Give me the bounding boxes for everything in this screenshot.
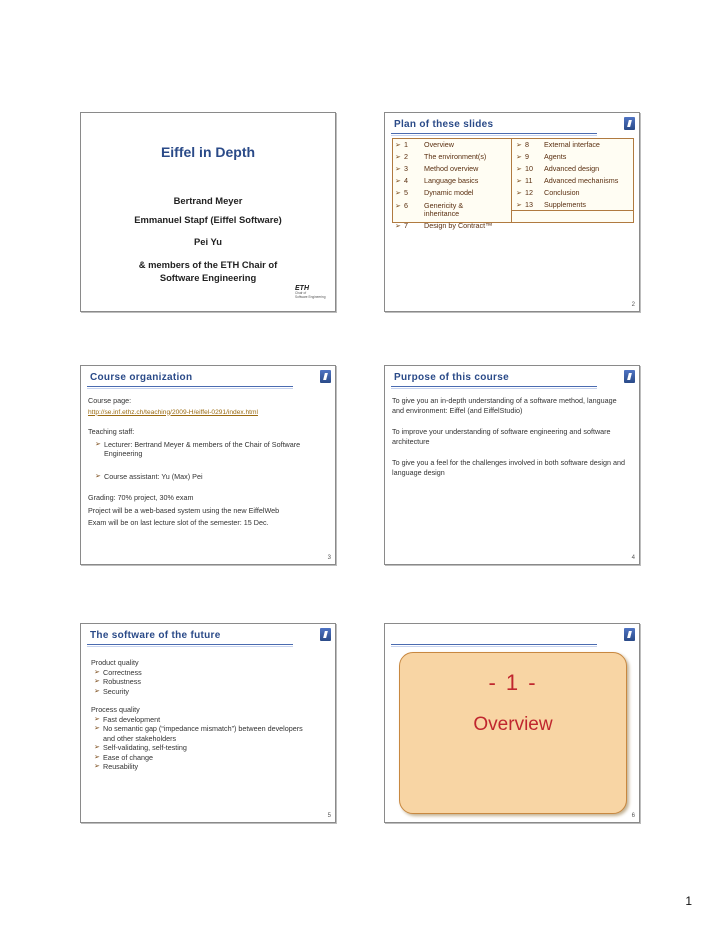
eth-logo-sub-2: Software Engineering: [295, 294, 326, 299]
plan-item-10: [514, 163, 633, 175]
slide-2-plan: [384, 112, 640, 312]
slide-heading: Purpose of this course: [394, 372, 509, 383]
eth-logo-sub-1: Chair of: [295, 291, 307, 295]
lecturer-bullet: [95, 440, 329, 459]
slide-number: 4: [631, 555, 635, 561]
slide-1-title: [80, 112, 336, 312]
plan-item-number: 10: [525, 164, 533, 173]
process-quality-label: Process quality: [91, 705, 140, 714]
plan-item-13: [514, 199, 633, 211]
arrowhead-bullet-icon: ➢: [395, 221, 402, 230]
eth-corner-logo-icon: [624, 117, 635, 130]
product-quality-label: Product quality: [91, 658, 139, 667]
plan-item-label: Advanced mechanisms: [544, 176, 619, 185]
list-item: [94, 715, 327, 725]
eth-corner-logo-icon: [320, 628, 331, 641]
slide-5-software-future: [80, 623, 336, 823]
plan-item-label: Advanced design: [544, 164, 600, 173]
slide-number: 2: [631, 302, 635, 308]
heading-rule: [87, 386, 293, 387]
plan-item-number: 13: [525, 200, 533, 209]
lecturer-text: Lecturer: Bertrand Meyer & members of the Chair of Software Engineering: [104, 439, 301, 458]
list-item-text: Reusability: [103, 762, 139, 771]
eth-corner-logo-icon: [320, 370, 331, 383]
exam-text: Exam will be on last lecture slot of the semester: 15 Dec.: [88, 518, 269, 527]
plan-item-8: [514, 139, 633, 151]
arrowhead-bullet-icon: ➢: [516, 140, 523, 149]
coauthor-name: Emmanuel Stapf (Eiffel Software): [134, 214, 282, 225]
heading-rule: [391, 386, 597, 387]
list-item: [94, 724, 313, 743]
slide-6-overview-section: [384, 623, 640, 823]
slide-body: [392, 396, 630, 477]
slide-number: 3: [327, 555, 331, 561]
arrowhead-bullet-icon: ➢: [516, 200, 523, 209]
list-item-text: Fast development: [103, 714, 161, 724]
plan-item-label: Genericity &: [424, 201, 464, 210]
eth-logo: [295, 285, 329, 301]
list-item: [94, 753, 327, 763]
section-title: Overview: [473, 714, 553, 735]
course-page-link[interactable]: http://se.inf.ethz.ch/teaching/2009-H/eiffel-0291/index.html: [88, 408, 258, 416]
presentation-title: Eiffel in Depth: [160, 144, 256, 160]
plan-item-3: [393, 163, 511, 175]
plan-item-number: 9: [525, 152, 529, 161]
slide-3-course-organization: [80, 365, 336, 565]
list-item: [94, 762, 327, 772]
slide-number: 6: [631, 813, 635, 819]
assistant-text: Course assistant: Yu (Max) Pei: [104, 471, 203, 481]
plan-left-column: [393, 139, 511, 232]
plan-item-number: 11: [525, 176, 533, 185]
plan-item-label: The environment(s): [424, 152, 487, 161]
eth-logo-text: ETH: [295, 285, 309, 292]
assistant-bullet: [95, 472, 332, 482]
plan-item-label-cont: inheritance: [424, 209, 460, 218]
heading-rule: [391, 133, 597, 134]
grading-text: Grading: 70% project, 30% exam: [88, 493, 194, 502]
arrowhead-bullet-icon: ➢: [395, 188, 402, 197]
slide-body: [91, 658, 327, 772]
plan-item-number: 12: [525, 188, 533, 197]
plan-table: [392, 138, 634, 230]
plan-item-11: [514, 175, 633, 187]
plan-item-label: Overview: [424, 140, 454, 149]
list-item-text: Security: [103, 686, 129, 696]
list-item-text: No semantic gap (“impedance mismatch”) between developers and other stakeholders: [103, 724, 303, 743]
eth-corner-logo-icon: [624, 370, 635, 383]
plan-item-1: [393, 139, 511, 151]
list-item-text: Correctness: [103, 667, 142, 677]
plan-item-label: Dynamic model: [424, 188, 474, 197]
section-panel: [399, 652, 627, 814]
course-page-label: Course page:: [88, 396, 132, 405]
slide-body: [88, 396, 332, 528]
plan-item-number: 5: [404, 188, 408, 197]
plan-item-5: [393, 187, 511, 199]
list-item-text: Self-validating, self-testing: [103, 743, 187, 752]
plan-item-label: Conclusion: [544, 188, 580, 197]
plan-item-number: 6: [404, 201, 408, 210]
assistant-name: Pei Yu: [194, 236, 222, 247]
list-item: [94, 668, 327, 678]
arrowhead-bullet-icon: ➢: [395, 140, 402, 149]
slide-4-purpose: [384, 365, 640, 565]
heading-rule: [87, 644, 293, 645]
purpose-3: To give you a feel for the challenges involved in both software design and language design: [392, 458, 625, 477]
list-item: [94, 677, 327, 687]
eth-corner-logo-icon: [624, 628, 635, 641]
slide-heading: Course organization: [90, 372, 193, 383]
plan-item-label: Design by Contract™: [424, 221, 493, 230]
slide-heading: Plan of these slides: [394, 119, 494, 130]
plan-right-column: [514, 139, 633, 211]
arrowhead-bullet-icon: ➢: [516, 176, 523, 185]
plan-item-number: 8: [525, 140, 529, 149]
plan-item-7: [393, 220, 511, 232]
members-line-1: & members of the ETH Chair of: [138, 259, 278, 270]
page-number: 1: [685, 894, 692, 908]
author-name: Bertrand Meyer: [173, 195, 243, 206]
arrowhead-bullet-icon: ➢: [395, 176, 402, 185]
plan-item-4: [393, 175, 511, 187]
slide-heading: The software of the future: [90, 630, 221, 641]
staff-label: Teaching staff:: [88, 427, 135, 436]
arrowhead-bullet-icon: ➢: [395, 201, 402, 210]
plan-item-number: 1: [404, 140, 408, 149]
plan-item-label: Language basics: [424, 176, 479, 185]
plan-item-number: 7: [404, 221, 408, 230]
list-item-text: Robustness: [103, 677, 141, 686]
purpose-2: To improve your understanding of software engineering and software architecture: [392, 427, 611, 446]
project-text: Project will be a web-based system using the new EiffelWeb: [88, 505, 280, 515]
heading-rule: [391, 644, 597, 645]
plan-item-label: External interface: [544, 140, 600, 149]
purpose-1: To give you an in-depth understanding of a software method, language and environment: Eiffel (and EiffelStudio): [392, 396, 617, 415]
plan-item-9: [514, 151, 633, 163]
plan-item-number: 2: [404, 152, 408, 161]
arrowhead-bullet-icon: ➢: [516, 152, 523, 161]
plan-item-number: 3: [404, 164, 408, 173]
list-item: [94, 687, 327, 697]
plan-item-label: Supplements: [544, 200, 586, 209]
slide-number: 5: [327, 813, 331, 819]
arrowhead-bullet-icon: ➢: [395, 164, 402, 173]
arrowhead-bullet-icon: ➢: [395, 152, 402, 161]
plan-item-2: [393, 151, 511, 163]
plan-item-6: [393, 199, 511, 220]
arrowhead-bullet-icon: ➢: [516, 164, 523, 173]
arrowhead-bullet-icon: ➢: [516, 188, 523, 197]
plan-item-number: 4: [404, 176, 408, 185]
section-number: - 1 -: [488, 670, 538, 695]
list-item: [94, 743, 327, 753]
plan-item-label: Method overview: [424, 164, 479, 173]
members-line-2: Software Engineering: [159, 272, 257, 283]
plan-item-label: Agents: [544, 152, 567, 161]
list-item-text: Ease of change: [103, 752, 153, 762]
plan-item-12: [514, 187, 633, 199]
